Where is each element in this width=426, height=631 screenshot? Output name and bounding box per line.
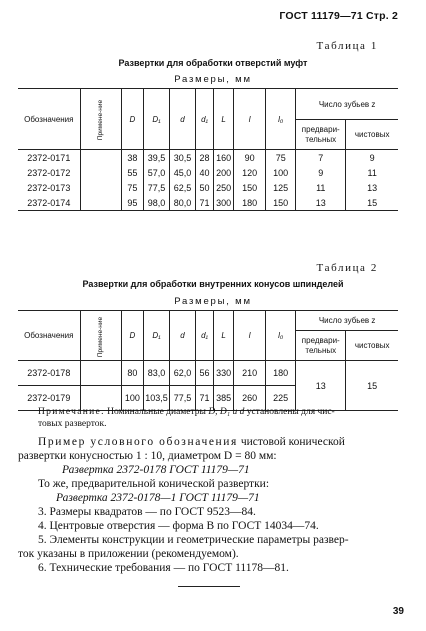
table-row: 2372-0179 100 103,5 77,5 71 385 260 225: [18, 386, 398, 411]
item-4: 4. Центровые отверстия — форма В по ГОСТ 14034—74.: [38, 520, 319, 532]
table2-title: Развертки для обработки внутренних конусов шпинделей: [82, 279, 344, 289]
table1-subhead: Размеры, мм: [174, 74, 252, 85]
table-row: 2372-0171 38 39,5 30,5 28 160 90 75 7 9: [18, 150, 398, 166]
col-L: L: [214, 89, 234, 150]
col-l0: l₀: [266, 311, 296, 361]
example-line4: То же, предварительной конической развертки:: [38, 478, 270, 490]
col-d1: d₁: [196, 311, 214, 361]
item-5: 5. Элементы конструкции и геометрические параметры развер-: [38, 534, 349, 546]
table2: [18, 310, 398, 411]
item-3: 3. Размеры квадратов — по ГОСТ 9523—84.: [38, 506, 256, 518]
col-l: l: [234, 89, 266, 150]
col-l: l: [234, 311, 266, 361]
example-designation1: Развертка 2372-0178 ГОСТ 11179—71: [62, 464, 250, 476]
col-d: d: [170, 89, 196, 150]
table2-label: Таблица 2: [316, 262, 378, 274]
example-line2: развертки конусностью 1 : 10, диаметром D = 80 мм:: [18, 450, 277, 462]
page-number: 39: [392, 606, 404, 617]
item-6: 6. Технические требования — по ГОСТ 11178—81.: [38, 562, 289, 574]
table1-title: Развертки для обработки отверстий муфт: [118, 58, 308, 68]
col-application: Примене-ние: [80, 311, 121, 361]
merged-prelim: 13: [296, 361, 346, 411]
table-row: 2372-0178 80 83,0 62,0 56 330 210 180 13 15: [18, 361, 398, 386]
col-d1: d₁: [196, 89, 214, 150]
example-line1: Пример условного обозначения чистовой конической: [38, 436, 345, 448]
table1: [18, 88, 398, 211]
col-prelim: предвари-тельных: [296, 331, 346, 361]
col-finish: чистовых: [346, 120, 398, 150]
col-designation: Обозначения: [18, 311, 80, 361]
table-row: 2372-0173 75 77,5 62,5 50 250 150 125 11 13: [18, 180, 398, 195]
col-finish: чистовых: [346, 331, 398, 361]
col-D1: D₁: [143, 89, 169, 150]
table1-label: Таблица 1: [316, 40, 378, 52]
col-teeth: Число зубьев z: [296, 311, 398, 331]
col-D: D: [121, 311, 143, 361]
table2-subhead: Размеры, мм: [174, 296, 252, 307]
col-l0: l₀: [266, 89, 296, 150]
table-row: 2372-0172 55 57,0 45,0 40 200 120 100 9 11: [18, 165, 398, 180]
col-D1: D₁: [143, 311, 169, 361]
separator-rule: [178, 586, 240, 587]
col-application: Примене-ние: [80, 89, 121, 150]
merged-finish: 15: [346, 361, 398, 411]
col-d: d: [170, 311, 196, 361]
col-D: D: [121, 89, 143, 150]
col-teeth: Число зубьев z: [296, 89, 398, 120]
table-row: 2372-0174 95 98,0 80,0 71 300 180 150 13 15: [18, 195, 398, 211]
note: Примечание. Номинальные диаметры D, D₁ и d установлены для чис- товых разверток.: [38, 407, 335, 429]
col-L: L: [214, 311, 234, 361]
standard-header: ГОСТ 11179—71 Стр. 2: [279, 10, 398, 22]
col-designation: Обозначения: [18, 89, 80, 150]
item-5-cont: ток указаны в приложении (рекомендуемом).: [18, 548, 239, 560]
example-designation2: Развертка 2372-0178—1 ГОСТ 11179—71: [56, 492, 260, 504]
col-prelim: предвари-тельных: [296, 120, 346, 150]
